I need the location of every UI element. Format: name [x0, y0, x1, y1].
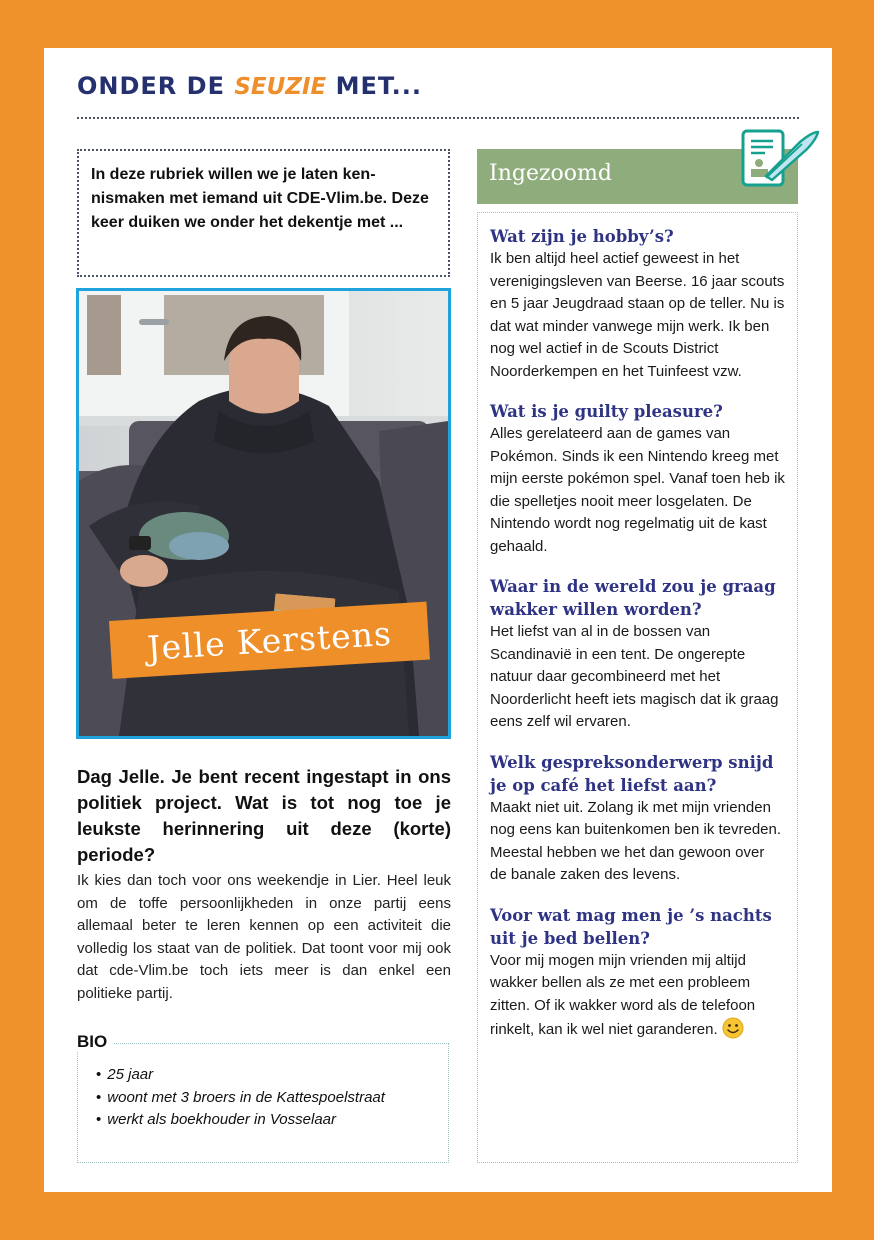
person-name: Jelle Kerstens	[146, 613, 393, 668]
title-after: MET...	[335, 72, 422, 100]
qa-question: Waar in de wereld zou je graag wakker willen worden?	[490, 577, 776, 619]
main-answer: Ik kies dan toch voor ons weekendje in Lier. Heel leuk om de toffe persoonlijkheden in onze partij eens allemaal beter te leren kennen op een activiteit die volledig los staat van de politiek. Dat toont voor mij ook dat cde-Vlim.be toch iets meer is dan enkel een politieke partij.	[77, 872, 451, 1002]
qa-item	[490, 575, 785, 734]
qa-question: Voor wat mag men je ’s nachts uit je bed bellen?	[490, 905, 772, 948]
qa-answer-wrap	[490, 950, 785, 1042]
qa-question: Wat zijn je hobby’s?	[490, 227, 674, 246]
title-before: ONDER DE	[77, 72, 225, 100]
intro-text: In deze rubriek willen we je laten kennismaken met iemand uit CDE-Vlim.be. Deze keer duiken we onder het dekentje met ...	[91, 166, 429, 231]
qa-answer: Ik ben altijd heel actief geweest in het verenigingsleven van Beerse. 16 jaar scouts en 5 jaar Jeugdraad staan op de teller. Nu is dat wat minder vanwege mijn werk. Ik ben nog wel actief in de Scouts District Noorderkempen en het Tuinfeest vzw.	[490, 250, 785, 380]
bio-item: • 25 jaar	[96, 1064, 385, 1087]
bio-label: BIO	[77, 1032, 113, 1052]
qa-question: Welk gespreksonderwerp snijd je op café het liefst aan?	[490, 752, 774, 795]
qa-answer: Maakt niet uit. Zolang ik met mijn vrienden nog eens kan buitenkomen ben ik tevreden. Meestal hebben we het dan gewoon over de banale zaken des levens.	[490, 798, 782, 883]
title-accent: SEUZIE	[234, 74, 327, 100]
portrait-photo	[76, 288, 451, 739]
qa-answer: Het liefst van al in de bossen van Scandinavië in een tent. De ongerepte natuur daar gecombineerd met het Noorderlicht heeft iets magisch dat ik graag eens zelf wil ervaren.	[490, 623, 779, 730]
bio-list	[96, 1064, 385, 1132]
qa-answer: Alles gerelateerd aan de games van Pokémon. Sinds ik een Nintendo kreeg met mijn eerste pokémon spel. Vanaf toen heb ik die spelletjes nooit meer losgelaten. De Nintendo wordt nog regelmatig uit de kast gehaald.	[490, 425, 785, 555]
intro-box	[77, 149, 450, 277]
main-question-block	[77, 764, 451, 1005]
smiley-icon	[722, 1017, 744, 1039]
qa-item	[490, 751, 785, 887]
page-title	[77, 72, 422, 100]
main-question: Dag Jelle. Je bent recent ingestapt in ons politiek project. Wat is tot nog toe je leukste herinnering uit deze (korte) periode?	[77, 766, 451, 865]
qa-answer: Voor mij mogen mijn vrienden mij altijd wakker bellen als ze met een probleem zitten. Of ik wakker word als de telefoon rinkelt, kan ik wel niet garanderen.	[490, 951, 756, 1038]
ingezoomd-title: Ingezoomd	[489, 161, 612, 186]
qa-item	[490, 225, 785, 383]
qa-question: Wat is je guilty pleasure?	[490, 402, 723, 421]
qa-item	[490, 904, 785, 1042]
ingezoomd-box	[477, 212, 798, 1163]
bio-item: • werkt als boekhouder in Vosselaar	[96, 1109, 385, 1132]
bio-item: • woont met 3 broers in de Kattespoelstraat	[96, 1087, 385, 1110]
title-divider	[77, 117, 799, 119]
bio-box	[77, 1032, 449, 1163]
qa-item	[490, 400, 785, 558]
document-quill-icon	[740, 128, 820, 188]
